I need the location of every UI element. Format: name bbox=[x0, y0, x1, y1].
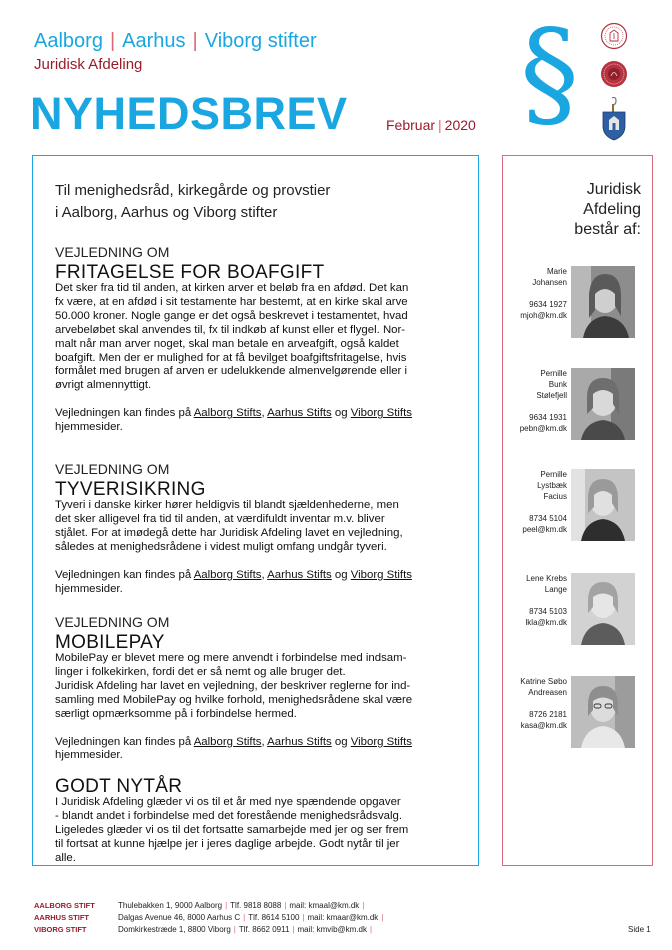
section-body-boafgift bbox=[55, 282, 460, 435]
diocese-aarhus: Aarhus bbox=[122, 30, 186, 52]
guide-links-suffix: hjemmesider. bbox=[55, 582, 123, 595]
issue-year: 2020 bbox=[444, 117, 476, 133]
guide-links: Vejledningen kan findes på Aalborg Stifts, Aarhus Stifts og Viborg Stifts bbox=[55, 735, 412, 748]
body-line: Juridisk Afdeling har lavet en vejledning, der beskriver reglerne for ind- bbox=[55, 679, 411, 692]
staff-email[interactable]: mjoh@km.dk bbox=[520, 311, 567, 320]
staff-name: Bunk bbox=[548, 380, 567, 389]
body-line: malt når man arver noget, skal man betale en arveafgift, også kaldet bbox=[55, 337, 399, 350]
body-line: alle. bbox=[55, 851, 76, 864]
staff-card-lene-krebs-lange bbox=[507, 573, 567, 628]
guide-links-suffix: hjemmesider. bbox=[55, 749, 123, 762]
body-line: linger i folkekirken, fordi det er så nemt og alle bruger det. bbox=[55, 665, 346, 678]
body-line: fx være, at en afdød i sit testamente har bestemt, at en kirke skal arve bbox=[55, 295, 408, 308]
body-line: boafgift. Men der er mulighed for at få bevilget boafgiftsfritagelse, hvis bbox=[55, 351, 407, 364]
body-line: øvrigt almennyttigt. bbox=[55, 379, 152, 392]
aarhus-stift-link[interactable]: Aarhus Stifts bbox=[267, 568, 332, 581]
aarhus-stift-link[interactable]: Aarhus Stifts bbox=[267, 735, 332, 748]
staff-phone: 9634 1931 bbox=[529, 413, 567, 422]
staff-phone: 8734 5103 bbox=[529, 607, 567, 616]
footer-aarhus: AARHUS STIFT Dalgas Avenue 46, 8000 Aarhus C | Tlf. 8614 5100 | mail: kmaar@km.dk | bbox=[34, 913, 384, 922]
staff-name: Johansen bbox=[532, 278, 567, 287]
guide-links: Vejledningen kan findes på Aalborg Stifts, Aarhus Stifts og Viborg Stifts bbox=[55, 407, 412, 420]
staff-card-marie-johansen bbox=[507, 266, 567, 321]
body-line: arvebeløbet skal anvendes til, fx til indkøb af kunst eller et flygel. Nor- bbox=[55, 323, 406, 336]
staff-email[interactable]: pebn@km.dk bbox=[519, 424, 567, 433]
footer-address: Thulebakken 1, 9000 Aalborg bbox=[118, 901, 223, 910]
body-line: samling med MobilePay og hvilke forhold, menighedsrådene skal være bbox=[55, 693, 413, 706]
department-name: Juridisk Afdeling bbox=[34, 56, 143, 73]
footer-address: Domkirkestræde 1, 8800 Viborg bbox=[118, 925, 231, 934]
footer-stift-name: AARHUS STIFT bbox=[34, 913, 89, 922]
staff-photo bbox=[571, 573, 635, 645]
staff-name: Pernille bbox=[540, 470, 567, 479]
section-kicker: VEJLEDNING OM bbox=[55, 244, 170, 260]
guide-links-suffix: hjemmesider. bbox=[55, 421, 123, 434]
diocese-viborg: Viborg stifter bbox=[204, 30, 317, 52]
staff-photo bbox=[571, 266, 635, 338]
staff-photo bbox=[571, 469, 635, 541]
section-heading-boafgift: FRITAGELSE FOR BOAFGIFT bbox=[55, 262, 325, 283]
section-kicker: VEJLEDNING OM bbox=[55, 614, 170, 630]
staff-name: Lange bbox=[544, 585, 567, 594]
issue-date: Februar | 2020 bbox=[386, 117, 476, 133]
staff-name: Andreasen bbox=[528, 688, 567, 697]
viborg-stift-link[interactable]: Viborg Stifts bbox=[350, 407, 412, 420]
staff-name: Katrine Søbo bbox=[520, 677, 567, 686]
body-line: Ligeledes glæder vi os til det fortsatte samarbejde med jer og ser frem bbox=[55, 823, 409, 836]
staff-name: Lystbæk bbox=[537, 481, 567, 490]
staff-name: Pernille bbox=[540, 369, 567, 378]
footer-address: Dalgas Avenue 46, 8000 Aarhus C bbox=[118, 913, 241, 922]
staff-name: Facius bbox=[543, 492, 567, 501]
staff-phone: 8734 5104 bbox=[529, 514, 567, 523]
aalborg-stift-link[interactable]: Aalborg Stifts bbox=[193, 735, 262, 748]
viborg-stift-link[interactable]: Viborg Stifts bbox=[350, 568, 412, 581]
body-line: 50.000 kroner. Nogle gange er det også beskrevet i testamentet, hvad bbox=[55, 309, 408, 322]
body-line: til fortsat at kunne hjælpe jer i jeres daglige arbejde. Godt nytår til jer bbox=[55, 837, 400, 850]
aalborg-stift-link[interactable]: Aalborg Stifts bbox=[193, 407, 262, 420]
viborg-stift-link[interactable]: Viborg Stifts bbox=[350, 735, 412, 748]
body-line: særligt opmærksomme på i forbindelse hermed. bbox=[55, 707, 297, 720]
staff-name: Stølefjell bbox=[536, 391, 567, 400]
body-line: formålet med brugen af arven er udelukkende almenvelgørende eller i bbox=[55, 365, 408, 378]
section-heading-godt-nytaar: GODT NYTÅR bbox=[55, 776, 183, 797]
staff-heading: Juridisk Afdeling består af: bbox=[574, 181, 641, 238]
newsletter-title: NYHEDSBREV bbox=[30, 88, 348, 139]
body-line: - blandt andet i forbindelse med det forestående menighedsrådsvalg. bbox=[55, 809, 403, 822]
body-line: Tyveri i danske kirker hører heldigvis til blandt sjældenhederne, men bbox=[55, 499, 399, 511]
footer-phone: Tlf. 8662 0911 bbox=[238, 925, 290, 934]
section-heading-tyverisikring: TYVERISIKRING bbox=[55, 479, 206, 500]
intro-line-1: Til menighedsråd, kirkegårde og provstier bbox=[55, 182, 331, 199]
body-line: således at menighedsrådene i videst muligt omfang undgår tyveri. bbox=[55, 540, 387, 553]
footer-stift-name: VIBORG STIFT bbox=[34, 925, 87, 934]
body-line: MobilePay er blevet mere og mere anvendt i forbindelse med indsam- bbox=[55, 652, 407, 664]
aarhus-seal-icon bbox=[600, 60, 628, 88]
issue-month: Februar bbox=[386, 117, 436, 133]
viborg-coat-of-arms-icon bbox=[600, 96, 628, 142]
page-number: Side 1 bbox=[628, 925, 651, 934]
footer-stift-name: AALBORG STIFT bbox=[34, 901, 95, 910]
aarhus-stift-link[interactable]: Aarhus Stifts bbox=[267, 407, 332, 420]
staff-email[interactable]: lkla@km.dk bbox=[525, 618, 567, 627]
body-line: I Juridisk Afdeling glæder vi os til et år med nye spændende opgaver bbox=[55, 796, 401, 808]
staff-card-katrine-sobo-andreasen bbox=[507, 676, 567, 731]
footer-aalborg: AALBORG STIFT Thulebakken 1, 9000 Aalborg | Tlf. 9818 8088 | mail: kmaal@km.dk | bbox=[34, 901, 365, 910]
footer-mail[interactable]: mail: kmvib@km.dk bbox=[297, 925, 367, 934]
staff-card-pernille-bunk-stolefjell bbox=[507, 368, 567, 434]
staff-name: Lene Krebs bbox=[526, 574, 567, 583]
intro-addressees bbox=[55, 180, 455, 224]
staff-photo bbox=[571, 676, 635, 748]
staff-email[interactable]: kasa@km.dk bbox=[520, 721, 567, 730]
footer-viborg: VIBORG STIFT Domkirkestræde 1, 8800 Viborg | Tlf. 8662 0911 | mail: kmvib@km.dk | bbox=[34, 925, 373, 934]
footer-mail[interactable]: mail: kmaar@km.dk bbox=[307, 913, 379, 922]
staff-card-pernille-lystbaek-facius bbox=[507, 469, 567, 535]
body-line: stjålet. For at imødegå dette har Juridisk Afdeling lavet en vejledning, bbox=[55, 526, 403, 539]
aalborg-stift-link[interactable]: Aalborg Stifts bbox=[193, 568, 262, 581]
staff-phone: 8726 2181 bbox=[529, 710, 567, 719]
staff-name: Marie bbox=[546, 267, 567, 276]
footer-phone: Tlf. 9818 8088 bbox=[230, 901, 282, 910]
staff-email[interactable]: peel@km.dk bbox=[522, 525, 567, 534]
section-body-mobilepay bbox=[55, 652, 460, 763]
section-heading-mobilepay: MOBILEPAY bbox=[55, 632, 165, 653]
paragraph-sign-logo: § bbox=[520, 4, 579, 142]
header-dioceses: Aalborg | Aarhus | Viborg stifter bbox=[34, 30, 317, 52]
footer-mail[interactable]: mail: kmaal@km.dk bbox=[289, 901, 360, 910]
aalborg-seal-icon bbox=[600, 22, 628, 50]
staff-photo bbox=[571, 368, 635, 440]
body-line: det sker alligevel fra tid til anden, at værdifuldt inventar m.v. bliver bbox=[55, 512, 385, 525]
section-body-godt-nytaar bbox=[55, 796, 460, 866]
guide-links: Vejledningen kan findes på Aalborg Stifts, Aarhus Stifts og Viborg Stifts bbox=[55, 568, 412, 581]
body-line: Det sker fra tid til anden, at kirken arver et beløb fra en afdød. Det kan bbox=[55, 282, 409, 294]
section-body-tyverisikring bbox=[55, 499, 460, 596]
intro-line-2: i Aalborg, Aarhus og Viborg stifter bbox=[55, 204, 278, 221]
staff-phone: 9634 1927 bbox=[529, 300, 567, 309]
diocese-aalborg: Aalborg bbox=[34, 30, 103, 52]
section-kicker: VEJLEDNING OM bbox=[55, 461, 170, 477]
footer-phone: Tlf. 8614 5100 bbox=[248, 913, 300, 922]
